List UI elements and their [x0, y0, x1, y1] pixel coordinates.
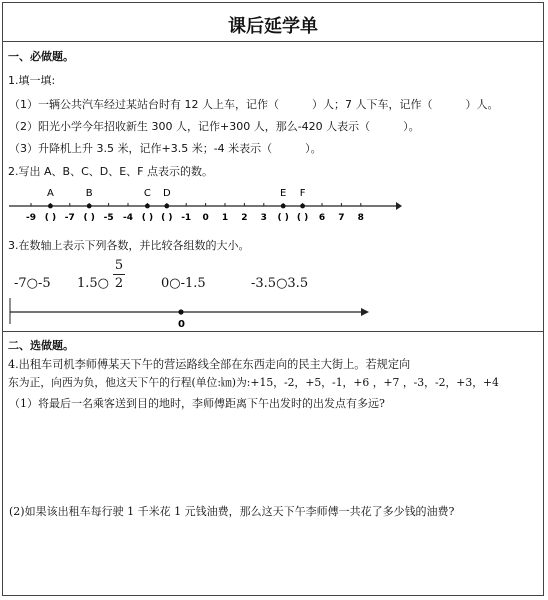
tick-label: 7 — [338, 213, 345, 223]
page-title: 课后延学单 — [228, 16, 318, 37]
worksheet — [2, 2, 544, 596]
problem-line-2: 东为正，向西为负，他这天下午的行程(单位:㎞)为:+15，-2，+5，-1，+6 ，+7 ，-3，-2，+3，+4 — [8, 376, 499, 389]
title-row — [3, 3, 543, 42]
tick-label: -4 — [123, 213, 133, 223]
point-label-c: C — [143, 188, 151, 199]
q3-group-3: 0○-1.5 — [161, 276, 206, 291]
section-divider — [3, 331, 543, 332]
q3-fraction — [113, 258, 125, 291]
arrow-head — [361, 308, 369, 316]
tick-label: ( ) — [277, 213, 289, 223]
q2-number-line — [3, 185, 403, 225]
tick-label: -7 — [64, 213, 75, 223]
tick-label: -9 — [26, 213, 36, 223]
point-d — [164, 204, 169, 209]
q3-group-2: 1.5○ — [77, 276, 110, 291]
q3-group-4: -3.5○3.5 — [251, 276, 309, 291]
tick-label: ( ) — [141, 213, 154, 223]
point-label-d: D — [162, 188, 171, 199]
point-b — [87, 204, 92, 209]
point-e — [281, 204, 286, 209]
q1-label: 1.填一填: — [8, 74, 56, 87]
point-label-b: B — [85, 188, 93, 199]
tick-label: 0 — [202, 213, 209, 223]
q3-label: 3.在数轴上表示下列各数，并比较各组数的大小。 — [8, 239, 250, 252]
sub-question-1: （1）将最后一名乘客送到目的地时，李师傅距离下午出发时的出发点有多远? — [9, 397, 385, 410]
tick-label: -1 — [181, 213, 192, 223]
tick-label: 3 — [260, 213, 267, 223]
tick-label: ( ) — [296, 213, 309, 223]
tick-label: 8 — [357, 213, 364, 223]
tick-label: ( ) — [161, 213, 173, 223]
q1-item-2: （2）阳光小学今年招收新生 300 人，记作+300 人，那么-420 人表示（ ）。 — [9, 120, 420, 133]
point-c — [145, 204, 150, 209]
section2-heading: 二、选做题。 — [8, 339, 74, 352]
q1-item-3: （3）升降机上升 3.5 米，记作+3.5 米；-4 米表示（ ）。 — [9, 142, 322, 155]
tick-label: 6 — [318, 213, 326, 223]
point-label-e: E — [280, 188, 287, 199]
point-label-a: A — [46, 188, 54, 199]
point-a — [48, 204, 53, 209]
tick-label: 1 — [221, 213, 229, 223]
fraction-denominator: 2 — [114, 276, 124, 291]
q3-group-1: -7○-5 — [14, 276, 51, 291]
q3-number-line — [3, 297, 383, 331]
tick-label: -5 — [103, 213, 114, 223]
fraction-numerator: 5 — [114, 258, 124, 273]
q1-item-1: （1）一辆公共汽车经过某站台时有 12 人上车，记作（ ）人；7 人下车，记作（ ）人。 — [9, 98, 499, 111]
tick-label: ( ) — [83, 213, 95, 223]
point-label-f: F — [299, 188, 306, 199]
fraction-bar — [113, 274, 125, 275]
sub-question-2: (2)如果该出租车每行驶 1 千米花 1 元钱油费，那么这天下午李师傅一共花了多少钱的油费? — [9, 505, 455, 518]
problem-line-1: 4.出租车司机李师傅某天下午的营运路线全部在东西走向的民主大街上。若规定向 — [8, 358, 411, 371]
zero-label: 0 — [178, 319, 185, 330]
section1-heading: 一、必做题。 — [8, 50, 74, 63]
tick-label: 2 — [241, 213, 248, 223]
tick-label: ( ) — [44, 213, 57, 223]
zero-point — [178, 309, 183, 314]
point-f — [300, 204, 305, 209]
q2-label: 2.写出 A、B、C、D、E、F 点表示的数。 — [8, 165, 213, 178]
